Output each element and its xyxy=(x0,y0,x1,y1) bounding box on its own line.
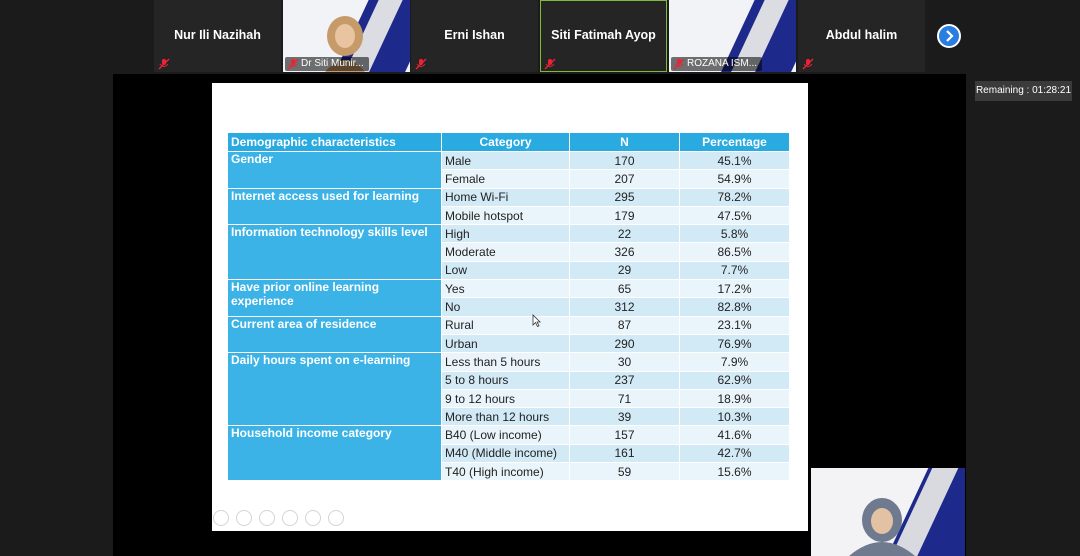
category-cell: Male xyxy=(442,152,570,170)
table-row xyxy=(228,189,790,207)
category-cell: More than 12 hours xyxy=(442,408,570,426)
category-cell: Urban xyxy=(442,335,570,353)
table-row xyxy=(228,152,790,170)
category-cell: 9 to 12 hours xyxy=(442,390,570,408)
participant-video-label: Dr Siti Munir... xyxy=(285,57,369,71)
mic-muted-icon xyxy=(158,58,170,70)
participant-tile[interactable] xyxy=(154,0,281,72)
category-cell: 5 to 8 hours xyxy=(442,372,570,390)
slides-icon[interactable] xyxy=(282,510,298,526)
characteristic-cell: Household income category xyxy=(228,426,442,481)
slide-toolbar xyxy=(213,510,351,528)
zoom-icon[interactable] xyxy=(305,510,321,526)
category-cell: Less than 5 hours xyxy=(442,353,570,371)
count-cell: 22 xyxy=(570,225,680,243)
mic-muted-icon xyxy=(802,58,814,70)
mic-muted-icon xyxy=(544,58,556,70)
characteristic-cell: Current area of residence xyxy=(228,317,442,354)
mic-muted-icon xyxy=(415,58,427,70)
category-cell: No xyxy=(442,298,570,316)
category-cell: T40 (High income) xyxy=(442,463,570,481)
column-header: N xyxy=(570,133,680,152)
percentage-cell: 18.9% xyxy=(680,390,790,408)
count-cell: 290 xyxy=(570,335,680,353)
mic-muted-icon xyxy=(287,58,299,70)
percentage-cell: 86.5% xyxy=(680,243,790,261)
characteristic-cell: Information technology skills level xyxy=(228,225,442,280)
percentage-cell: 45.1% xyxy=(680,152,790,170)
column-header: Percentage xyxy=(680,133,790,152)
percentage-cell: 42.7% xyxy=(680,445,790,463)
percentage-cell: 78.2% xyxy=(680,189,790,207)
self-view-video xyxy=(811,468,965,556)
participant-name: Erni Ishan xyxy=(444,28,505,42)
participant-strip xyxy=(0,0,1080,73)
category-cell: Moderate xyxy=(442,243,570,261)
percentage-cell: 41.6% xyxy=(680,426,790,444)
next-participants-button[interactable] xyxy=(937,24,961,48)
characteristic-cell: Internet access used for learning xyxy=(228,189,442,226)
count-cell: 59 xyxy=(570,463,680,481)
presenter-avatar-icon xyxy=(849,494,915,556)
count-cell: 237 xyxy=(570,372,680,390)
percentage-cell: 5.8% xyxy=(680,225,790,243)
participant-name: Nur Ili Nazihah xyxy=(174,28,261,42)
characteristic-cell: Daily hours spent on e-learning xyxy=(228,353,442,426)
percentage-cell: 10.3% xyxy=(680,408,790,426)
percentage-cell: 23.1% xyxy=(680,317,790,335)
characteristic-cell: Have prior online learning experience xyxy=(228,280,442,317)
count-cell: 39 xyxy=(570,408,680,426)
percentage-cell: 54.9% xyxy=(680,170,790,188)
participant-tile[interactable] xyxy=(411,0,538,72)
next-slide-icon[interactable] xyxy=(236,510,252,526)
count-cell: 161 xyxy=(570,445,680,463)
demographics-table xyxy=(228,133,790,481)
count-cell: 170 xyxy=(570,152,680,170)
count-cell: 312 xyxy=(570,298,680,316)
count-cell: 87 xyxy=(570,317,680,335)
category-cell: Mobile hotspot xyxy=(442,207,570,225)
pen-icon[interactable] xyxy=(259,510,275,526)
remaining-time: Remaining : 01:28:21 xyxy=(975,81,1072,101)
count-cell: 179 xyxy=(570,207,680,225)
chevron-right-icon xyxy=(939,26,959,46)
category-cell: Yes xyxy=(442,280,570,298)
percentage-cell: 47.5% xyxy=(680,207,790,225)
more-icon[interactable] xyxy=(328,510,344,526)
participant-video-tile[interactable] xyxy=(283,0,410,72)
participant-tile[interactable] xyxy=(798,0,925,72)
count-cell: 157 xyxy=(570,426,680,444)
mouse-cursor-icon xyxy=(532,314,541,327)
participant-name: Abdul halim xyxy=(825,28,898,42)
percentage-cell: 17.2% xyxy=(680,280,790,298)
percentage-cell: 82.8% xyxy=(680,298,790,316)
category-cell: High xyxy=(442,225,570,243)
count-cell: 207 xyxy=(570,170,680,188)
participant-tile-active[interactable] xyxy=(540,0,667,72)
category-cell: B40 (Low income) xyxy=(442,426,570,444)
mic-muted-icon xyxy=(673,58,685,70)
category-cell: Low xyxy=(442,262,570,280)
column-header: Category xyxy=(442,133,570,152)
count-cell: 30 xyxy=(570,353,680,371)
table-row xyxy=(228,225,790,243)
participant-name: Siti Fatimah Ayop xyxy=(551,28,656,42)
table-row xyxy=(228,353,790,371)
count-cell: 65 xyxy=(570,280,680,298)
category-cell: Rural xyxy=(442,317,570,335)
count-cell: 71 xyxy=(570,390,680,408)
category-cell: Home Wi-Fi xyxy=(442,189,570,207)
count-cell: 295 xyxy=(570,189,680,207)
category-cell: M40 (Middle income) xyxy=(442,445,570,463)
column-header: Demographic characteristics xyxy=(228,133,442,152)
count-cell: 326 xyxy=(570,243,680,261)
table-row xyxy=(228,426,790,444)
characteristic-cell: Gender xyxy=(228,152,442,189)
percentage-cell: 7.7% xyxy=(680,262,790,280)
category-cell: Female xyxy=(442,170,570,188)
percentage-cell: 7.9% xyxy=(680,353,790,371)
count-cell: 29 xyxy=(570,262,680,280)
participant-video-label: ROZANA ISM... xyxy=(671,57,762,71)
table-row xyxy=(228,317,790,335)
percentage-cell: 15.6% xyxy=(680,463,790,481)
percentage-cell: 76.9% xyxy=(680,335,790,353)
percentage-cell: 62.9% xyxy=(680,372,790,390)
table-row xyxy=(228,280,790,298)
participant-video-tile[interactable] xyxy=(669,0,796,72)
previous-slide-icon[interactable] xyxy=(213,510,229,526)
table-header-row xyxy=(228,133,790,152)
